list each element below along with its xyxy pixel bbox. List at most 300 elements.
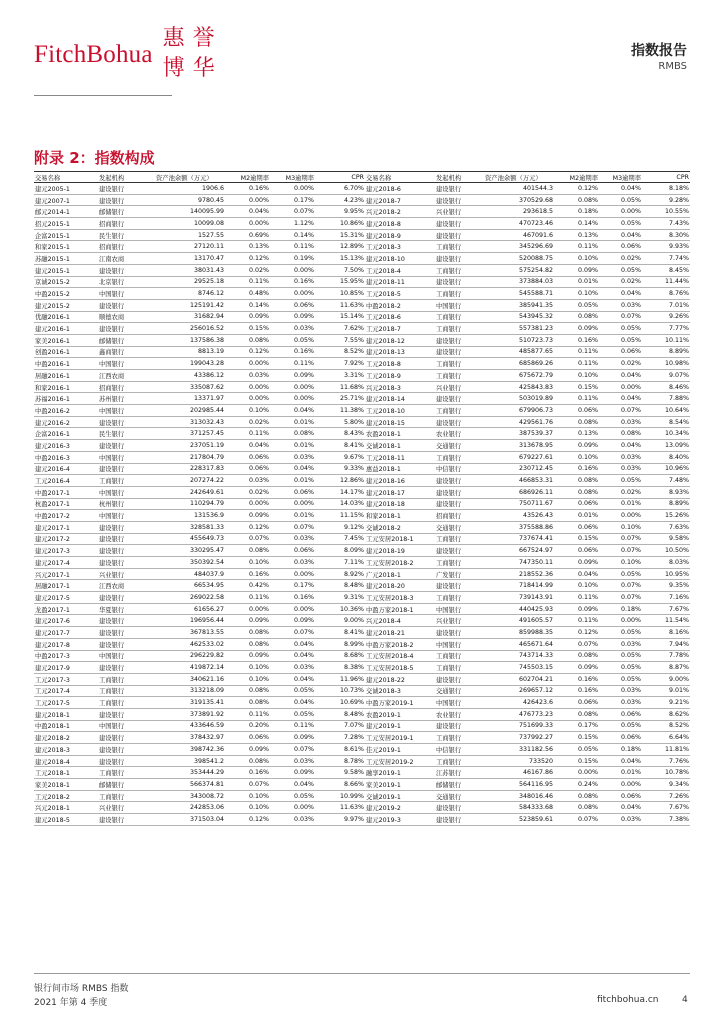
deal-name-cell: 建元2017-4 — [34, 557, 98, 569]
originator-cell: 建设银行 — [98, 440, 155, 452]
m3-delinquency-cell: 0.07% — [599, 311, 642, 323]
originator-cell: 农业银行 — [435, 428, 484, 440]
col-header: 资产池余额（万元） — [484, 172, 554, 183]
originator-cell: 中国银行 — [98, 288, 155, 300]
cpr-cell: 25.71% — [315, 393, 365, 405]
cpr-cell: 8.78% — [315, 755, 365, 767]
m2-delinquency-cell: 0.06% — [225, 732, 270, 744]
table-row — [365, 498, 690, 510]
pool-balance-cell: 398541.2 — [155, 755, 225, 767]
pool-balance-cell: 237051.19 — [155, 440, 225, 452]
col-header: M3逾期率 — [599, 172, 642, 183]
deal-name-cell: 建元2018-4 — [34, 755, 98, 767]
cpr-cell: 4.23% — [315, 194, 365, 206]
deal-name-cell: 中盈2018-1 — [34, 720, 98, 732]
m2-delinquency-cell: 0.15% — [554, 755, 599, 767]
m2-delinquency-cell: 0.42% — [225, 580, 270, 592]
cpr-cell: 8.48% — [315, 708, 365, 720]
m3-delinquency-cell: 0.00% — [599, 615, 642, 627]
m3-delinquency-cell: 0.03% — [599, 299, 642, 311]
m2-delinquency-cell: 0.14% — [554, 218, 599, 230]
col-header: 发起机构 — [435, 172, 484, 183]
deal-name-cell: 建元2016-3 — [34, 440, 98, 452]
deal-name-cell: 建元2018-8 — [365, 218, 435, 230]
deal-name-cell: 中盈2017-3 — [34, 650, 98, 662]
table-row — [34, 381, 365, 393]
deal-name-cell: 建元2015-2 — [34, 299, 98, 311]
cpr-cell: 7.38% — [642, 814, 690, 826]
m3-delinquency-cell: 0.04% — [599, 755, 642, 767]
pool-balance-cell: 743714.33 — [484, 650, 554, 662]
m3-delinquency-cell: 0.03% — [599, 416, 642, 428]
originator-cell: 中国银行 — [435, 299, 484, 311]
cpr-cell: 8.52% — [642, 720, 690, 732]
m3-delinquency-cell: 0.00% — [599, 381, 642, 393]
m2-delinquency-cell: 0.08% — [554, 708, 599, 720]
m2-delinquency-cell: 0.06% — [554, 697, 599, 709]
pool-balance-cell: 523859.61 — [484, 814, 554, 826]
pool-balance-cell: 686926.11 — [484, 486, 554, 498]
cpr-cell: 8.41% — [315, 440, 365, 452]
deal-name-cell: 苏融2015-1 — [34, 253, 98, 265]
originator-cell: 农业银行 — [435, 708, 484, 720]
m2-delinquency-cell: 0.02% — [225, 486, 270, 498]
table-row — [365, 218, 690, 230]
m2-delinquency-cell: 0.06% — [554, 498, 599, 510]
m2-delinquency-cell: 0.08% — [554, 790, 599, 802]
m2-delinquency-cell: 0.09% — [225, 615, 270, 627]
deal-name-cell: 工元安居2018-2 — [365, 557, 435, 569]
footer-report-name: 银行间市场 RMBS 指数 — [34, 984, 129, 994]
deal-name-cell: 工元安居2018-1 — [365, 533, 435, 545]
pool-balance-cell: 125191.42 — [155, 299, 225, 311]
m3-delinquency-cell: 0.06% — [270, 299, 315, 311]
pool-balance-cell: 348016.46 — [484, 790, 554, 802]
table-row — [34, 276, 365, 288]
m2-delinquency-cell: 0.06% — [554, 405, 599, 417]
deal-name-cell: 建元2017-9 — [34, 662, 98, 674]
originator-cell: 建设银行 — [435, 498, 484, 510]
originator-cell: 建设银行 — [98, 755, 155, 767]
deal-name-cell: 中盈2017-1 — [34, 486, 98, 498]
pool-balance-cell: 401544.3 — [484, 183, 554, 195]
cpr-cell: 7.16% — [642, 592, 690, 604]
table-row — [365, 557, 690, 569]
pool-balance-cell: 747350.11 — [484, 557, 554, 569]
originator-cell: 江西农商 — [98, 370, 155, 382]
m2-delinquency-cell: 0.12% — [554, 627, 599, 639]
m3-delinquency-cell: 0.01% — [270, 416, 315, 428]
m2-delinquency-cell: 0.08% — [554, 475, 599, 487]
originator-cell: 建设银行 — [98, 183, 155, 195]
pool-balance-cell: 242853.06 — [155, 802, 225, 814]
m2-delinquency-cell: 0.15% — [554, 533, 599, 545]
m3-delinquency-cell: 0.14% — [270, 229, 315, 241]
cpr-cell: 11.63% — [315, 299, 365, 311]
pool-balance-cell: 485877.65 — [484, 346, 554, 358]
table-row — [34, 428, 365, 440]
m2-delinquency-cell: 0.11% — [554, 346, 599, 358]
m2-delinquency-cell: 0.12% — [225, 521, 270, 533]
cpr-cell: 6.70% — [315, 183, 365, 195]
pool-balance-cell: 375588.86 — [484, 521, 554, 533]
pool-balance-cell: 8746.12 — [155, 288, 225, 300]
originator-cell: 工商银行 — [435, 451, 484, 463]
cpr-cell: 11.15% — [315, 510, 365, 522]
originator-cell: 建设银行 — [435, 627, 484, 639]
m2-delinquency-cell: 0.10% — [225, 790, 270, 802]
m2-delinquency-cell: 0.09% — [225, 650, 270, 662]
m2-delinquency-cell: 0.12% — [225, 253, 270, 265]
deal-name-cell: 工元2018-8 — [365, 358, 435, 370]
pool-balance-cell: 13170.47 — [155, 253, 225, 265]
m2-delinquency-cell: 0.04% — [225, 206, 270, 218]
deal-name-cell: 建元2018-9 — [365, 229, 435, 241]
m2-delinquency-cell: 0.01% — [554, 276, 599, 288]
pool-balance-cell: 313032.43 — [155, 416, 225, 428]
table-row — [34, 545, 365, 557]
deal-name-cell: 家美2016-1 — [34, 334, 98, 346]
deal-name-cell: 创盈2016-1 — [34, 346, 98, 358]
pool-balance-cell: 564116.95 — [484, 779, 554, 791]
m2-delinquency-cell: 0.09% — [554, 662, 599, 674]
table-row — [365, 720, 690, 732]
m2-delinquency-cell: 0.08% — [225, 685, 270, 697]
originator-cell: 兴业银行 — [98, 802, 155, 814]
originator-cell: 广发银行 — [435, 568, 484, 580]
m3-delinquency-cell: 0.09% — [270, 732, 315, 744]
table-row — [34, 358, 365, 370]
pool-balance-cell: 335087.62 — [155, 381, 225, 393]
m3-delinquency-cell: 0.06% — [599, 732, 642, 744]
pool-balance-cell: 373884.03 — [484, 276, 554, 288]
table-row — [365, 592, 690, 604]
table-row — [34, 638, 365, 650]
deal-name-cell: 交诚2018-1 — [365, 440, 435, 452]
m2-delinquency-cell: 0.13% — [554, 229, 599, 241]
cpr-cell: 8.66% — [315, 779, 365, 791]
originator-cell: 工商银行 — [98, 767, 155, 779]
pool-balance-cell: 385941.35 — [484, 299, 554, 311]
deal-name-cell: 农盈2019-1 — [365, 708, 435, 720]
deal-name-cell: 中盈万家2018-2 — [365, 638, 435, 650]
table-row — [34, 568, 365, 580]
footer-website-link[interactable]: fitchbohua.cn — [597, 995, 659, 1005]
table-row — [34, 393, 365, 405]
pool-balance-cell: 370529.68 — [484, 194, 554, 206]
pool-balance-cell: 467091.6 — [484, 229, 554, 241]
originator-cell: 招商银行 — [98, 218, 155, 230]
m3-delinquency-cell: 0.00% — [270, 393, 315, 405]
originator-cell: 工商银行 — [435, 358, 484, 370]
deal-name-cell: 建元2017-7 — [34, 627, 98, 639]
deal-name-cell: 建元2017-8 — [34, 638, 98, 650]
table-row — [365, 802, 690, 814]
table-header-row — [34, 172, 365, 183]
originator-cell: 江西农商 — [98, 580, 155, 592]
footer-period: 2021 年第 4 季度 — [34, 998, 108, 1008]
deal-name-cell: 工元2018-7 — [365, 323, 435, 335]
pool-balance-cell: 491605.57 — [484, 615, 554, 627]
pool-balance-cell: 426423.6 — [484, 697, 554, 709]
pool-balance-cell: 367813.55 — [155, 627, 225, 639]
m2-delinquency-cell: 0.10% — [554, 370, 599, 382]
deal-name-cell: 兴元2017-1 — [34, 568, 98, 580]
m3-delinquency-cell: 0.04% — [599, 393, 642, 405]
table-row — [365, 241, 690, 253]
pool-balance-cell: 566374.81 — [155, 779, 225, 791]
originator-cell: 建设银行 — [435, 802, 484, 814]
pool-balance-cell: 61656.27 — [155, 603, 225, 615]
pool-balance-cell: 331182.56 — [484, 744, 554, 756]
cpr-cell: 10.99% — [315, 790, 365, 802]
m2-delinquency-cell: 0.13% — [225, 241, 270, 253]
composition-table-left — [34, 171, 365, 826]
m2-delinquency-cell: 0.00% — [225, 603, 270, 615]
pool-balance-cell: 27120.11 — [155, 241, 225, 253]
table-row — [365, 697, 690, 709]
col-header: 发起机构 — [98, 172, 155, 183]
deal-name-cell: 农盈2018-1 — [365, 428, 435, 440]
m2-delinquency-cell: 0.16% — [225, 568, 270, 580]
m3-delinquency-cell: 0.05% — [599, 218, 642, 230]
cpr-cell: 8.09% — [315, 545, 365, 557]
m3-delinquency-cell: 0.06% — [599, 708, 642, 720]
originator-cell: 邮储银行 — [98, 206, 155, 218]
deal-name-cell: 建元2018-22 — [365, 673, 435, 685]
m3-delinquency-cell: 0.07% — [599, 592, 642, 604]
pool-balance-cell: 269022.58 — [155, 592, 225, 604]
m2-delinquency-cell: 0.24% — [554, 779, 599, 791]
pool-balance-cell: 29525.18 — [155, 276, 225, 288]
m2-delinquency-cell: 0.11% — [554, 615, 599, 627]
m3-delinquency-cell: 0.04% — [599, 183, 642, 195]
m3-delinquency-cell: 0.04% — [599, 229, 642, 241]
seal-char: 博 — [162, 56, 185, 81]
pool-balance-cell: 313218.09 — [155, 685, 225, 697]
pool-balance-cell: 733520 — [484, 755, 554, 767]
originator-cell: 建设银行 — [435, 346, 484, 358]
m3-delinquency-cell: 0.07% — [599, 580, 642, 592]
m3-delinquency-cell: 0.03% — [270, 533, 315, 545]
m3-delinquency-cell: 0.05% — [599, 720, 642, 732]
cpr-cell: 8.89% — [642, 498, 690, 510]
pool-balance-cell: 371257.45 — [155, 428, 225, 440]
deal-name-cell: 建元2018-14 — [365, 393, 435, 405]
deal-name-cell: 兴元2018-1 — [34, 802, 98, 814]
m3-delinquency-cell: 0.02% — [599, 253, 642, 265]
originator-cell: 建设银行 — [98, 814, 155, 826]
page-number: 4 — [682, 995, 688, 1005]
m2-delinquency-cell: 0.09% — [554, 264, 599, 276]
deal-name-cell: 建元2018-5 — [34, 814, 98, 826]
deal-name-cell: 苏福2016-1 — [34, 393, 98, 405]
m2-delinquency-cell: 0.08% — [225, 334, 270, 346]
m3-delinquency-cell: 0.00% — [270, 603, 315, 615]
originator-cell: 工商银行 — [98, 685, 155, 697]
m2-delinquency-cell: 0.09% — [225, 744, 270, 756]
m2-delinquency-cell: 0.08% — [554, 416, 599, 428]
cpr-cell: 7.67% — [642, 603, 690, 615]
cpr-cell: 7.01% — [642, 299, 690, 311]
table-row — [365, 346, 690, 358]
deal-name-cell: 佳元2019-1 — [365, 744, 435, 756]
originator-cell: 顺德农商 — [98, 311, 155, 323]
m2-delinquency-cell: 0.11% — [225, 276, 270, 288]
m2-delinquency-cell: 0.01% — [554, 510, 599, 522]
deal-name-cell: 杭盈2017-1 — [34, 498, 98, 510]
table-row — [365, 288, 690, 300]
cpr-cell: 9.58% — [642, 533, 690, 545]
m2-delinquency-cell: 0.08% — [554, 650, 599, 662]
m2-delinquency-cell: 0.08% — [225, 697, 270, 709]
deal-name-cell: 和家2015-1 — [34, 241, 98, 253]
table-row — [34, 790, 365, 802]
pool-balance-cell: 110294.79 — [155, 498, 225, 510]
deal-name-cell: 建元2016-4 — [34, 463, 98, 475]
table-row — [34, 229, 365, 241]
m3-delinquency-cell: 0.03% — [599, 697, 642, 709]
originator-cell: 兴业银行 — [435, 615, 484, 627]
cpr-cell: 11.44% — [642, 276, 690, 288]
cpr-cell: 8.61% — [315, 744, 365, 756]
cpr-cell: 9.34% — [642, 779, 690, 791]
pool-balance-cell: 242649.61 — [155, 486, 225, 498]
cpr-cell: 8.76% — [642, 288, 690, 300]
deal-name-cell: 建元2016-1 — [34, 323, 98, 335]
pool-balance-cell: 31682.94 — [155, 311, 225, 323]
deal-name-cell: 工元安居2019-2 — [365, 755, 435, 767]
cpr-cell: 8.92% — [315, 568, 365, 580]
cpr-cell: 9.07% — [642, 370, 690, 382]
pool-balance-cell: 313678.95 — [484, 440, 554, 452]
deal-name-cell: 建元2018-16 — [365, 475, 435, 487]
originator-cell: 建设银行 — [435, 475, 484, 487]
table-header-row — [365, 172, 690, 183]
m2-delinquency-cell: 0.08% — [225, 755, 270, 767]
pool-balance-cell: 545588.71 — [484, 288, 554, 300]
m2-delinquency-cell: 0.08% — [554, 311, 599, 323]
col-header: 资产池余额（万元） — [155, 172, 225, 183]
table-row — [365, 545, 690, 557]
deal-name-cell: 工元安居2019-1 — [365, 732, 435, 744]
fitchbohua-logo — [34, 24, 225, 86]
m3-delinquency-cell: 0.11% — [270, 720, 315, 732]
table-row — [34, 767, 365, 779]
originator-cell: 兴业银行 — [435, 206, 484, 218]
cpr-cell: 13.09% — [642, 440, 690, 452]
deal-name-cell: 工元安居2018-4 — [365, 650, 435, 662]
pool-balance-cell: 429561.76 — [484, 416, 554, 428]
table-row — [365, 708, 690, 720]
deal-name-cell: 工元2018-5 — [365, 288, 435, 300]
deal-name-cell: 京诚2015-2 — [34, 276, 98, 288]
table-row — [365, 183, 690, 195]
report-subtitle: RMBS — [658, 61, 687, 72]
m2-delinquency-cell: 0.02% — [225, 264, 270, 276]
m2-delinquency-cell: 0.00% — [554, 767, 599, 779]
m2-delinquency-cell: 0.69% — [225, 229, 270, 241]
m2-delinquency-cell: 0.02% — [225, 416, 270, 428]
table-row — [34, 802, 365, 814]
originator-cell: 交通银行 — [435, 790, 484, 802]
col-header: CPR — [642, 172, 690, 183]
m2-delinquency-cell: 0.16% — [225, 767, 270, 779]
m2-delinquency-cell: 0.16% — [554, 673, 599, 685]
m2-delinquency-cell: 0.11% — [554, 358, 599, 370]
originator-cell: 建设银行 — [98, 557, 155, 569]
originator-cell: 中国银行 — [98, 720, 155, 732]
originator-cell: 建设银行 — [98, 708, 155, 720]
col-header: 交易名称 — [365, 172, 435, 183]
m3-delinquency-cell: 0.04% — [599, 370, 642, 382]
pool-balance-cell: 46167.86 — [484, 767, 554, 779]
deal-name-cell: 建元2018-3 — [34, 744, 98, 756]
cpr-cell: 7.63% — [642, 521, 690, 533]
m3-delinquency-cell: 0.03% — [270, 451, 315, 463]
cpr-cell: 9.97% — [315, 814, 365, 826]
table-row — [365, 779, 690, 791]
m3-delinquency-cell: 0.00% — [270, 381, 315, 393]
m2-delinquency-cell: 0.10% — [554, 288, 599, 300]
table-row — [34, 486, 365, 498]
m2-delinquency-cell: 0.11% — [225, 708, 270, 720]
table-row — [365, 381, 690, 393]
table-row — [34, 218, 365, 230]
m3-delinquency-cell: 0.01% — [270, 440, 315, 452]
pool-balance-cell: 66534.95 — [155, 580, 225, 592]
originator-cell: 建设银行 — [435, 194, 484, 206]
table-row — [365, 685, 690, 697]
table-row — [34, 673, 365, 685]
originator-cell: 工商银行 — [98, 790, 155, 802]
deal-name-cell: 建元2018-11 — [365, 276, 435, 288]
m3-delinquency-cell: 0.19% — [270, 253, 315, 265]
brand-seal — [163, 24, 225, 86]
m3-delinquency-cell: 0.11% — [270, 358, 315, 370]
m2-delinquency-cell: 0.00% — [225, 218, 270, 230]
deal-name-cell: 和家2018-1 — [365, 510, 435, 522]
m2-delinquency-cell: 0.12% — [225, 346, 270, 358]
table-row — [34, 253, 365, 265]
deal-name-cell: 工元2018-3 — [365, 241, 435, 253]
m3-delinquency-cell: 0.04% — [270, 405, 315, 417]
m3-delinquency-cell: 0.04% — [270, 779, 315, 791]
m3-delinquency-cell: 0.00% — [599, 510, 642, 522]
deal-name-cell: 居融2016-1 — [34, 370, 98, 382]
deal-name-cell: 龙盈2017-1 — [34, 603, 98, 615]
m2-delinquency-cell: 0.10% — [554, 451, 599, 463]
table-row — [365, 194, 690, 206]
m3-delinquency-cell: 0.06% — [599, 346, 642, 358]
cpr-cell: 14.17% — [315, 486, 365, 498]
m3-delinquency-cell: 0.08% — [599, 428, 642, 440]
cpr-cell: 15.31% — [315, 229, 365, 241]
originator-cell: 中国银行 — [98, 405, 155, 417]
m3-delinquency-cell: 0.05% — [599, 673, 642, 685]
m2-delinquency-cell: 0.04% — [225, 440, 270, 452]
pool-balance-cell: 373891.92 — [155, 708, 225, 720]
m2-delinquency-cell: 0.10% — [225, 405, 270, 417]
originator-cell: 工商银行 — [435, 533, 484, 545]
deal-name-cell: 建元2018-19 — [365, 545, 435, 557]
pool-balance-cell: 679906.73 — [484, 405, 554, 417]
m3-delinquency-cell: 0.05% — [599, 627, 642, 639]
m2-delinquency-cell: 0.16% — [554, 685, 599, 697]
deal-name-cell: 优融2016-1 — [34, 311, 98, 323]
originator-cell: 建设银行 — [435, 545, 484, 557]
cpr-cell: 8.52% — [315, 346, 365, 358]
